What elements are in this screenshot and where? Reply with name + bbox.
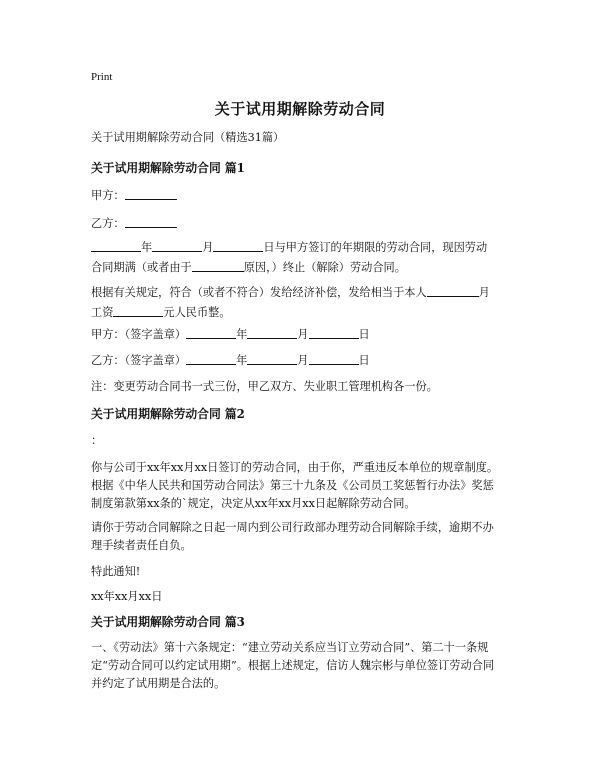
s2-paragraph-1-line-3: 制度第款第xx条的`规定，决定从xx年xx月xx日起解除劳动合同。 <box>91 497 416 510</box>
blank-field <box>125 215 177 228</box>
s2-paragraph-2-line-2: 理手续者责任自负。 <box>91 539 192 552</box>
month-text: 月 <box>297 328 309 341</box>
section-3-heading: 关于试用期解除劳动合同 篇3 <box>91 615 245 629</box>
s1-p2-text: 元人民币整。 <box>163 306 231 319</box>
s1-p2-text: 根据有关规定，符合（或者不符合）发给经济补偿，发给相当于本人 <box>91 286 427 299</box>
s1-note: 注：变更劳动合同书一式三份，甲乙双方、失业职工管理机构各一份。 <box>91 380 438 393</box>
s1-paragraph-1-line-1 <box>91 238 521 258</box>
blank-field <box>309 352 359 365</box>
s1-paragraph-2-line-1 <box>91 283 521 303</box>
party-a-label: 甲方： <box>91 189 125 202</box>
blank-field <box>125 187 177 200</box>
blank-field <box>247 352 297 365</box>
blank-field <box>152 239 202 252</box>
s2-paragraph-1-line-1: 你与公司于xx年xx月xx日签订的劳动合同，由于你，严重违反本单位的规章制度。 <box>91 461 499 474</box>
document-title: 关于试用期解除劳动合同 <box>214 100 386 118</box>
blank-field <box>113 304 163 317</box>
s1-paragraph-1-line-2 <box>91 258 521 278</box>
signature-a-line <box>91 325 521 345</box>
blank-field <box>91 239 141 252</box>
s3-paragraph-1-line-3: 并约定了试用期是合法的。 <box>91 677 226 690</box>
s2-notice: 特此通知! <box>91 565 141 578</box>
day-text: 日 <box>358 328 370 341</box>
day-text: 日 <box>358 354 370 367</box>
s1-p1-text: 原因，）终止（解除）劳动合同。 <box>243 261 406 274</box>
month-text: 月 <box>297 354 309 367</box>
s2-salutation: ： <box>91 434 103 447</box>
signature-b-label: 乙方：（签字盖章） <box>91 354 187 367</box>
signature-a-label: 甲方：（签字盖章） <box>91 328 187 341</box>
blank-field <box>247 326 297 339</box>
party-b-line <box>91 214 521 234</box>
signature-b-line <box>91 351 521 371</box>
month-text: 月 <box>478 286 490 299</box>
s1-paragraph-2-line-2 <box>91 303 521 323</box>
blank-field <box>186 352 236 365</box>
month-text: 月 <box>202 241 214 254</box>
document-subtitle: 关于试用期解除劳动合同（精选31篇） <box>91 131 285 144</box>
blank-field <box>192 259 244 272</box>
print-label: Print <box>91 71 113 83</box>
s1-p2-text: 工资 <box>91 306 114 319</box>
section-2-heading: 关于试用期解除劳动合同 篇2 <box>91 407 245 421</box>
year-text: 年 <box>141 241 153 254</box>
party-b-label: 乙方： <box>91 217 125 230</box>
s2-date: xx年xx月xx日 <box>91 590 163 603</box>
party-a-line <box>91 186 521 206</box>
s1-p1-text: 合同期满（或者由于 <box>91 261 192 274</box>
year-text: 年 <box>236 354 248 367</box>
s2-paragraph-2-line-1: 请你于劳动合同解除之日起一周内到公司行政部办理劳动合同解除手续，逾期不办 <box>91 521 494 534</box>
year-text: 年 <box>236 328 248 341</box>
section-1-heading: 关于试用期解除劳动合同 篇1 <box>91 161 245 175</box>
s1-p1-text: 日与甲方签订的年期限的劳动合同，现因劳动 <box>263 241 488 254</box>
blank-field <box>309 326 359 339</box>
s2-paragraph-1-line-2: 根据《中华人民共和国劳动合同法》第三十九条及《公司员工奖惩暂行办法》奖惩 <box>91 479 494 492</box>
s3-paragraph-1-line-1: 一、《劳动法》第十六条规定：“建立劳动关系应当订立劳动合同”、第二十一条规 <box>91 641 489 654</box>
blank-field <box>427 284 479 297</box>
blank-field <box>213 239 263 252</box>
s3-paragraph-1-line-2: 定“劳动合同可以约定试用期”。根据上述规定，信访人魏宗彬与单位签订劳动合同 <box>91 659 495 672</box>
blank-field <box>186 326 236 339</box>
